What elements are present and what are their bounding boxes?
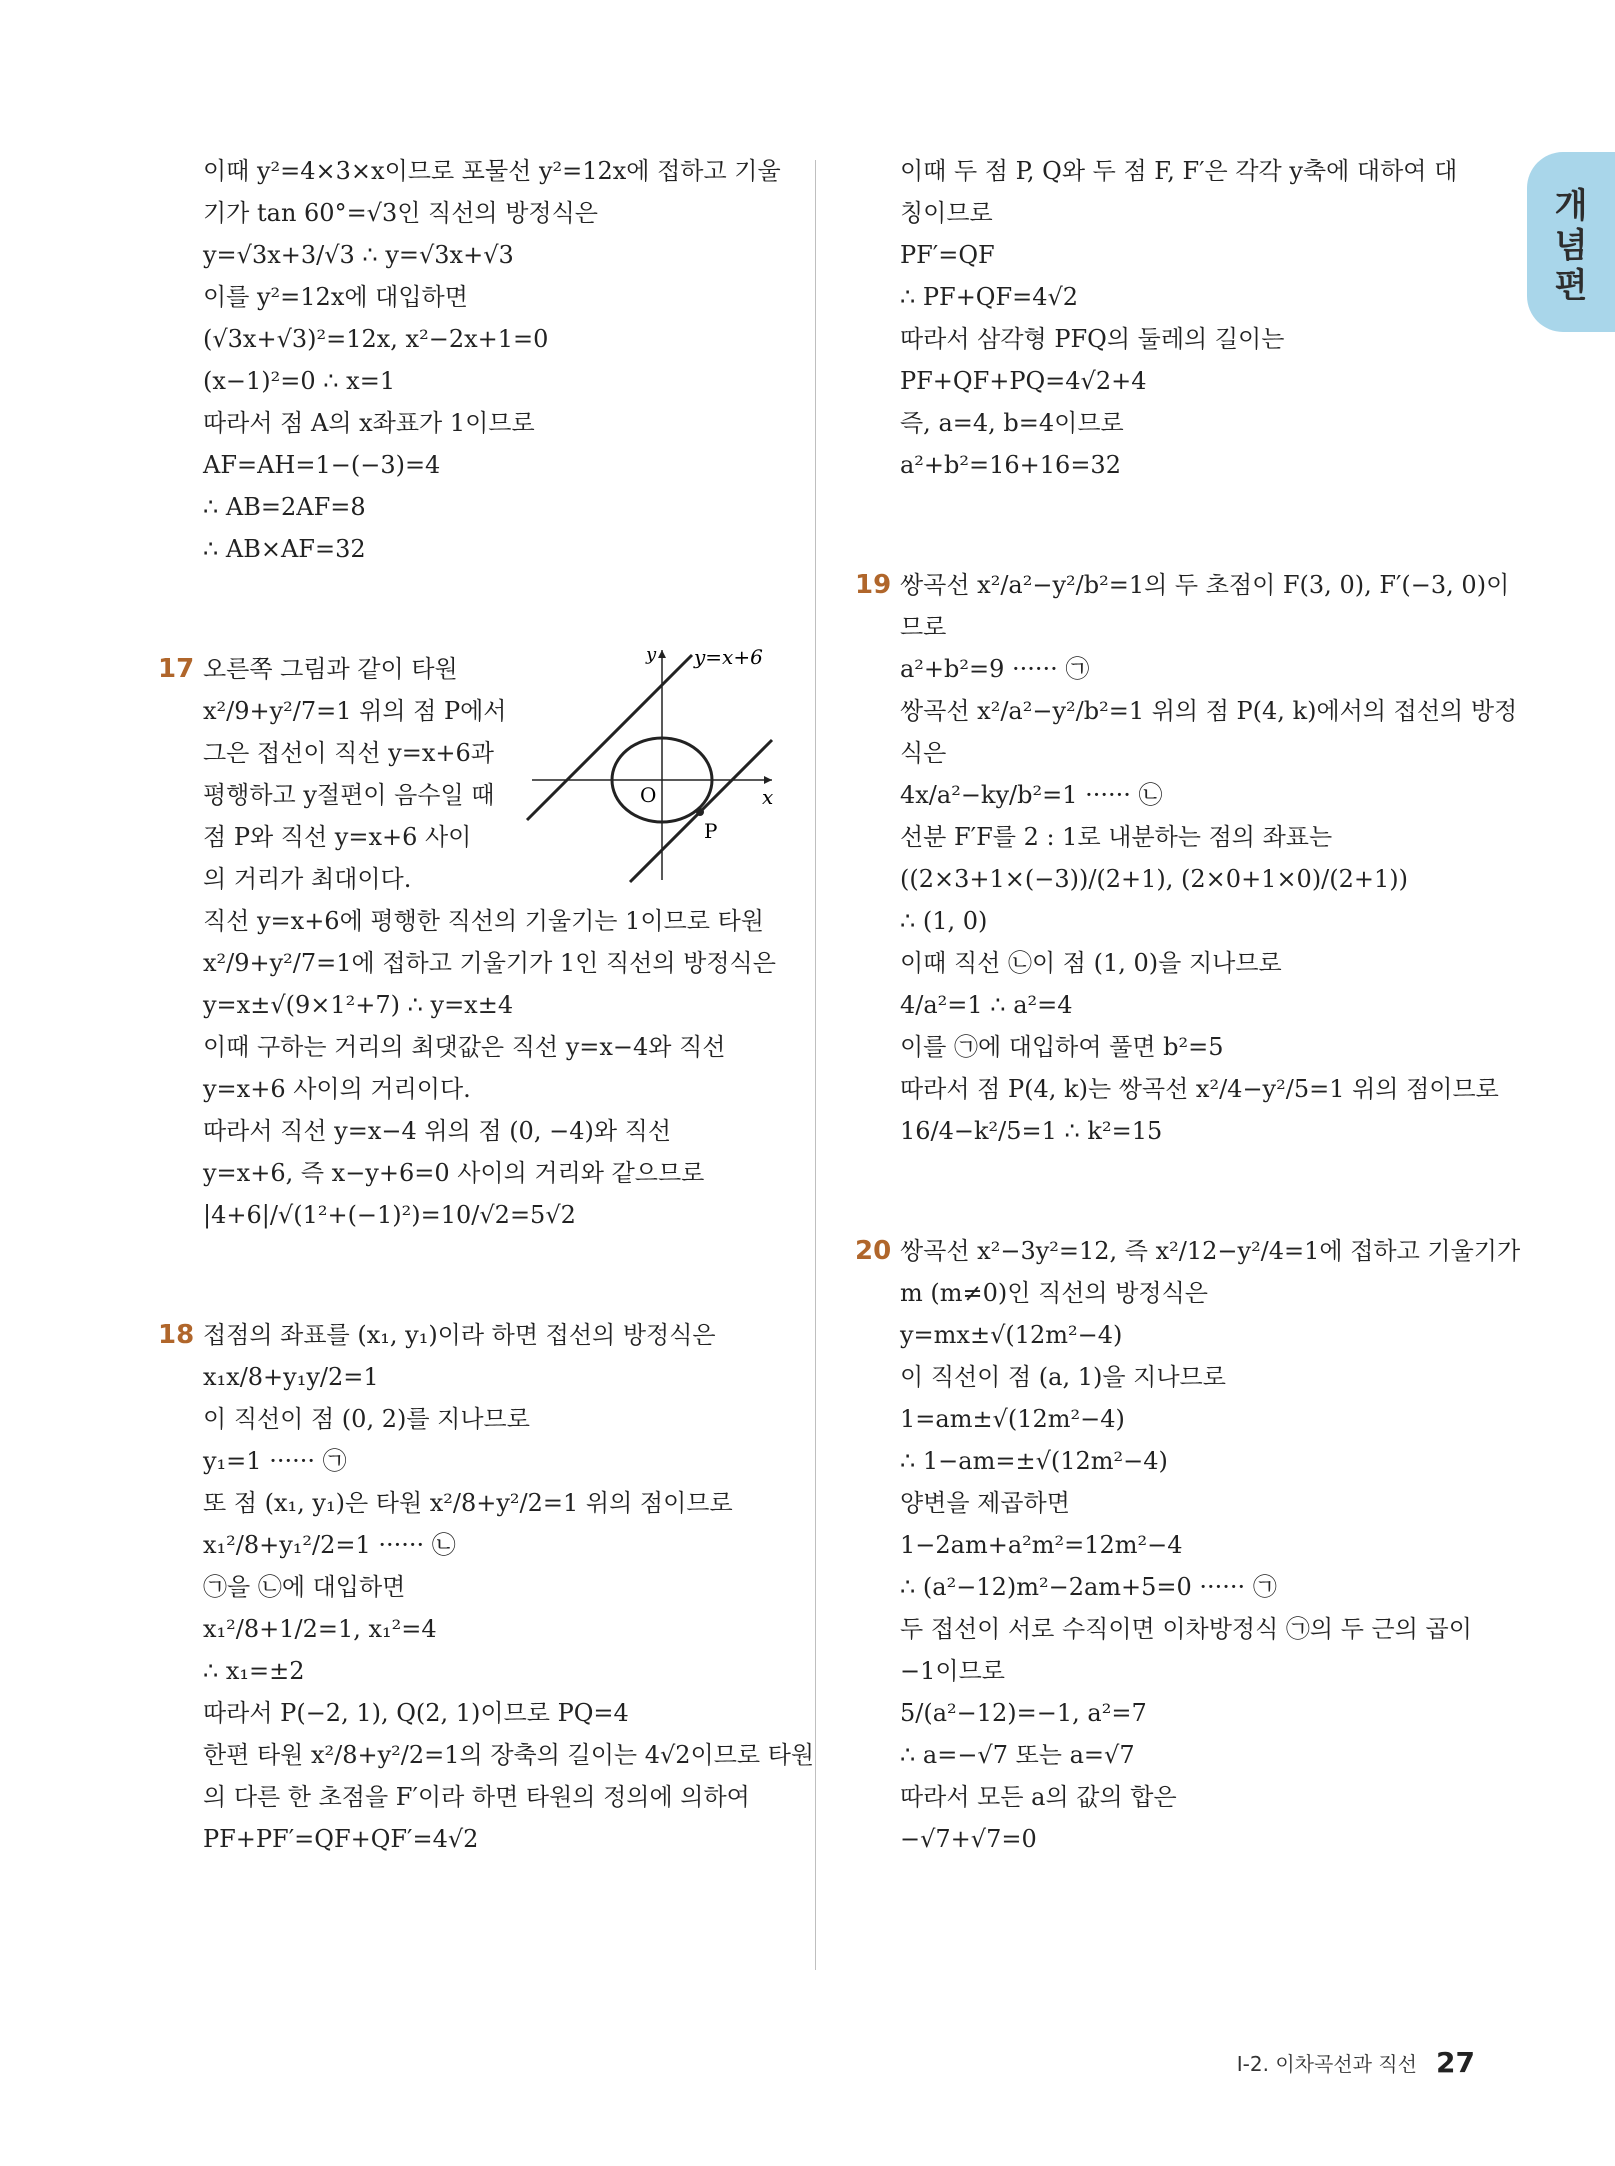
left-column <box>158 150 815 1860</box>
text-line: 접점의 좌표를 (x₁, y₁)이라 하면 접선의 방정식은 <box>203 1321 716 1349</box>
line-label: y=x+6 <box>694 645 763 669</box>
text-line: 오른쪽 그림과 같이 타원 <box>203 655 458 683</box>
equation-line: y=mx±√(12m²−4) <box>900 1321 1123 1349</box>
text-line: 기가 tan 60°=√3인 직선의 방정식은 <box>203 199 598 227</box>
equation-line: x²/9+y²/7=1 위의 점 P에서 <box>203 697 507 725</box>
page-footer <box>1237 2046 1475 2079</box>
left-top-block <box>203 150 803 570</box>
point-p-marker <box>696 808 704 816</box>
text-line: 따라서 모든 a의 값의 합은 <box>900 1783 1177 1811</box>
section-gap <box>203 570 803 648</box>
equation-line: 4x/a²−ky/b²=1 ······ ㉡ <box>900 781 1163 809</box>
text-line: 이때 구하는 거리의 최댓값은 직선 y=x−4와 직선 <box>203 1033 726 1061</box>
right-top-block <box>900 150 1485 486</box>
problem-number: 17 <box>158 654 195 684</box>
text-line: 선분 F′F를 2 : 1로 내분하는 점의 좌표는 <box>900 823 1333 851</box>
text-line: 므로 <box>900 613 947 641</box>
equation-line: |4+6|/√(1²+(−1)²)=10/√2=5√2 <box>203 1201 576 1229</box>
equation-line: ∴ AB×AF=32 <box>203 535 366 563</box>
figure-svg <box>522 640 782 890</box>
text-line: 또 점 (x₁, y₁)은 타원 x²/8+y²/2=1 위의 점이므로 <box>203 1489 733 1517</box>
text-line: −1이므로 <box>900 1657 1005 1685</box>
section-gap <box>900 1152 1485 1230</box>
equation-line: PF+PF′=QF+QF′=4√2 <box>203 1825 479 1853</box>
text-line: 양변을 제곱하면 <box>900 1489 1070 1517</box>
section-gap <box>900 486 1485 564</box>
text-line: 의 거리가 최대이다. <box>203 865 412 893</box>
equation-line: −√7+√7=0 <box>900 1825 1037 1853</box>
ellipse-tangent-figure <box>522 640 782 890</box>
text-line: 따라서 삼각형 PFQ의 둘레의 길이는 <box>900 325 1285 353</box>
side-tab-label: 개념편 <box>1554 186 1588 306</box>
equation-line: x²/9+y²/7=1에 접하고 기울기가 1인 직선의 방정식은 <box>203 949 776 977</box>
equation-line: x₁x/8+y₁y/2=1 <box>203 1363 379 1391</box>
text-line: 이때 두 점 P, Q와 두 점 F, F′은 각각 y축에 대하여 대 <box>900 157 1458 185</box>
equation-line: 1−2am+a²m²=12m²−4 <box>900 1531 1183 1559</box>
problem-20 <box>855 1230 1521 1860</box>
equation-line: ∴ (a²−12)m²−2am+5=0 ······ ㉠ <box>900 1573 1277 1601</box>
text-line: 이때 직선 ㉡이 점 (1, 0)을 지나므로 <box>900 949 1282 977</box>
text-line: 점 P와 직선 y=x+6 사이 <box>203 823 472 851</box>
equation-line: (√3x+√3)²=12x, x²−2x+1=0 <box>203 325 549 353</box>
problem-number: 19 <box>855 570 892 600</box>
page-number: 27 <box>1436 2046 1475 2079</box>
equation-line: 5/(a²−12)=−1, a²=7 <box>900 1699 1147 1727</box>
problem-number: 18 <box>158 1320 195 1350</box>
text-line: ㉠을 ㉡에 대입하면 <box>203 1573 406 1601</box>
equation-line: ∴ x₁=±2 <box>203 1657 305 1685</box>
equation-line: ∴ (1, 0) <box>900 907 988 935</box>
text-line: 쌍곡선 x²/a²−y²/b²=1 위의 점 P(4, k)에서의 접선의 방정 <box>900 697 1518 725</box>
problem-19 <box>855 564 1518 1152</box>
equation-line: (x−1)²=0 ∴ x=1 <box>203 367 396 395</box>
text-line: 이때 y²=4×3×x이므로 포물선 y²=12x에 접하고 기울 <box>203 157 781 185</box>
text-line: 두 접선이 서로 수직이면 이차방정식 ㉠의 두 근의 곱이 <box>900 1615 1472 1643</box>
text-line: 이를 y²=12x에 대입하면 <box>203 283 468 311</box>
equation-line: PF+QF+PQ=4√2+4 <box>900 367 1147 395</box>
text-line: 직선 y=x+6에 평행한 직선의 기울기는 1이므로 타원 <box>203 907 764 935</box>
text-line: 따라서 P(−2, 1), Q(2, 1)이므로 PQ=4 <box>203 1699 629 1727</box>
text-line: 그은 접선이 직선 y=x+6과 <box>203 739 494 767</box>
text-line: 식은 <box>900 739 947 767</box>
text-line: 의 다른 한 초점을 F′이라 하면 타원의 정의에 의하여 <box>203 1783 750 1811</box>
equation-line: ((2×3+1×(−3))/(2+1), (2×0+1×0)/(2+1)) <box>900 865 1409 893</box>
text-line: y=x+6, 즉 x−y+6=0 사이의 거리와 같으므로 <box>203 1159 705 1187</box>
y-axis-arrow-icon <box>658 650 666 658</box>
text-line: 이 직선이 점 (a, 1)을 지나므로 <box>900 1363 1226 1391</box>
text-line: 쌍곡선 x²−3y²=12, 즉 x²/12−y²/4=1에 접하고 기울기가 <box>900 1237 1521 1265</box>
problem-18 <box>158 1314 815 1860</box>
equation-line: ∴ a=−√7 또는 a=√7 <box>900 1741 1135 1769</box>
text-line: 평행하고 y절편이 음수일 때 <box>203 781 495 809</box>
text-line: 따라서 점 A의 x좌표가 1이므로 <box>203 409 535 437</box>
section-gap <box>203 1236 803 1314</box>
side-tab <box>1527 152 1615 332</box>
point-p-label: P <box>704 819 718 843</box>
text-line: 칭이므로 <box>900 199 993 227</box>
text-line: y=x+6 사이의 거리이다. <box>203 1075 471 1103</box>
equation-line: ∴ AB=2AF=8 <box>203 493 366 521</box>
equation-line: y=√3x+3/√3 ∴ y=√3x+√3 <box>203 241 514 269</box>
text-line: 이를 ㉠에 대입하여 풀면 b²=5 <box>900 1033 1224 1061</box>
x-axis-arrow-icon <box>764 776 772 784</box>
equation-line: 16/4−k²/5=1 ∴ k²=15 <box>900 1117 1163 1145</box>
equation-line: x₁²/8+1/2=1, x₁²=4 <box>203 1615 437 1643</box>
equation-line: 4/a²=1 ∴ a²=4 <box>900 991 1073 1019</box>
x-axis-label: x <box>762 785 774 809</box>
y-axis-label: y <box>646 644 657 665</box>
origin-label: O <box>640 783 657 807</box>
text-line: 따라서 점 P(4, k)는 쌍곡선 x²/4−y²/5=1 위의 점이므로 <box>900 1075 1499 1103</box>
equation-line: 1=am±√(12m²−4) <box>900 1405 1125 1433</box>
text-line: m (m≠0)인 직선의 방정식은 <box>900 1279 1208 1307</box>
equation-line: ∴ PF+QF=4√2 <box>900 283 1079 311</box>
equation-line: a²+b²=9 ······ ㉠ <box>900 655 1090 683</box>
equation-line: y=x±√(9×1²+7) ∴ y=x±4 <box>203 991 514 1019</box>
problem-number: 20 <box>855 1236 892 1266</box>
equation-line: x₁²/8+y₁²/2=1 ······ ㉡ <box>203 1531 456 1559</box>
text-line: 따라서 직선 y=x−4 위의 점 (0, −4)와 직선 <box>203 1117 672 1145</box>
equation-line: ∴ 1−am=±√(12m²−4) <box>900 1447 1168 1475</box>
text-line: 이 직선이 점 (0, 2)를 지나므로 <box>203 1405 530 1433</box>
text-line: 한편 타원 x²/8+y²/2=1의 장축의 길이는 4√2이므로 타원 <box>203 1741 815 1769</box>
equation-line: y₁=1 ······ ㉠ <box>203 1447 347 1475</box>
equation-line: a²+b²=16+16=32 <box>900 451 1121 479</box>
equation-line: PF′=QF <box>900 241 995 269</box>
chapter-label: I-2. 이차곡선과 직선 <box>1236 2052 1417 2076</box>
equation-line: AF=AH=1−(−3)=4 <box>203 451 441 479</box>
column-divider <box>815 160 816 1970</box>
text-line: 쌍곡선 x²/a²−y²/b²=1의 두 초점이 F(3, 0), F′(−3, 0)이 <box>900 571 1510 599</box>
right-column <box>855 150 1521 1860</box>
text-line: 즉, a=4, b=4이므로 <box>900 409 1124 437</box>
